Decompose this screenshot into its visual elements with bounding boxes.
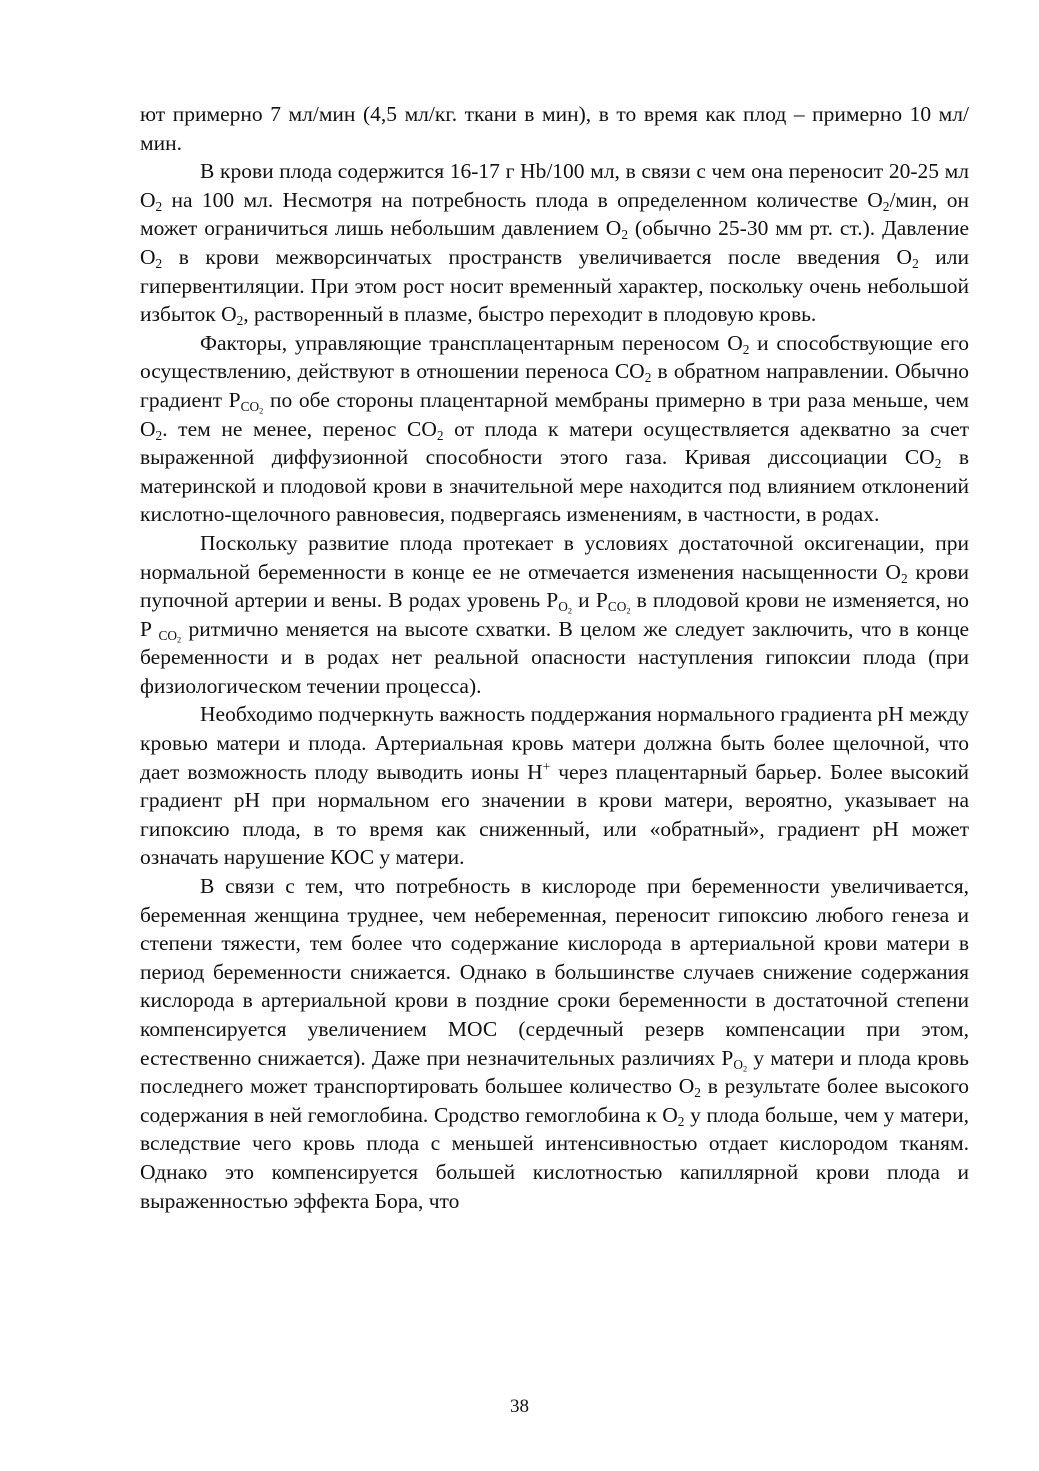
paragraph-6: В связи с тем, что потребность в кислороде при беременности увеличивается, беременная женщина труднее, чем небеременная, переносит гипоксию любого генеза и степени тяжести, тем более что содержание кислорода в артериальной крови матери в период беременности снижается. Однако в большинстве случаев снижение содержания кислорода в артериальной крови в поздние сроки беременности в достаточной степени компенсируется увеличением МОС (сердечный резерв компенсации при этом, естественно снижается). Даже при незначительных различиях $P_{O_2}$ у матери и плода кровь последнего может транспортировать большее количество $O_2$ в результате более высокого содержания в ней гемоглобина. Сродство гемоглобина к $O_2$ у плода больше, чем у матери, вследствие чего кровь плода с меньшей интенсивностью отдает кислородом тканям. Однако это компенсируется большей кислотностью капиллярной крови плода и выраженностью эффекта Бора, что bbox=[140, 874, 969, 1213]
paragraph-3: Факторы, управляющие трансплацентарным переносом $O_2$ и способствующие его осуществлению, действуют в отношении переноса $CO_2$ в обратном направлении. Обычно градиент $P_{CO_2}$ по обе стороны плацентарной мембраны примерно в три раза меньше, чем $O_2$. тем не менее, перенос $CO_2$ от плода к матери осуществляется адекватно за счет выраженной диффузионной способности этого газа. Кривая диссоциации $CO_2$ в материнской и плодовой крови в значительной мере находится под влиянием отклонений кислотно-щелочного равновесия, подвергаясь изменениям, в частности, в родах. bbox=[140, 330, 970, 527]
paragraph-2: В крови плода содержится 16-17 г Hb/100 мл, в связи с чем она переносит 20-25 мл $O_2$ на 100 мл. Несмотря на потребность плода в определенном количестве $O_2$/мин, он может ограничиться лишь небольшим давлением $O_2$ (обычно 25-30 мм рт. ст.). Давление $O_2$ в крови межворсинчатых пространств увеличивается после введения $O_2$ или гипервентиляции. При этом рост носит временный характер, поскольку очень небольшой избыток $O_2$, растворенный в плазме, быстро переходит в плодовую кровь. bbox=[140, 159, 969, 329]
page-number: 38 bbox=[510, 1396, 529, 1417]
paragraph-5: Необходимо подчеркнуть важность поддержания нормального градиента pH между кровью матери и плода. Артериальная кровь матери должна быть более щелочной, что дает возможность плоду выводить ионы H+ через плацентарный барьер. Более высокий градиент pH при нормальном его значении в крови матери, вероятно, указывает на гипоксию плода, в то время как сниженный, или «обратный», градиент pH может означать нарушение КОС у матери. bbox=[140, 702, 969, 870]
paragraph-4: Поскольку развитие плода протекает в условиях достаточной оксигенации, при нормальной беременности в конце ее не отмечается изменения насыщенности $O_2$ крови пупочной артерии и вены. В родах уровень $P_{O_2}$ и $P_{CO_2}$ в плодовой крови не изменяется, но P $_{CO_2}$ ритмично меняется на высоте схватки. В целом же следует заключить, что в конце беременности и в родах нет реальной опасности наступления гипоксии плода (при физиологическом течении процесса). bbox=[140, 530, 969, 698]
body-text bbox=[140, 100, 969, 1215]
paragraph-1: ют примерно 7 мл/мин (4,5 мл/кг. ткани в мин), в то время как плод – примерно 10 мл/мин. bbox=[140, 102, 969, 155]
